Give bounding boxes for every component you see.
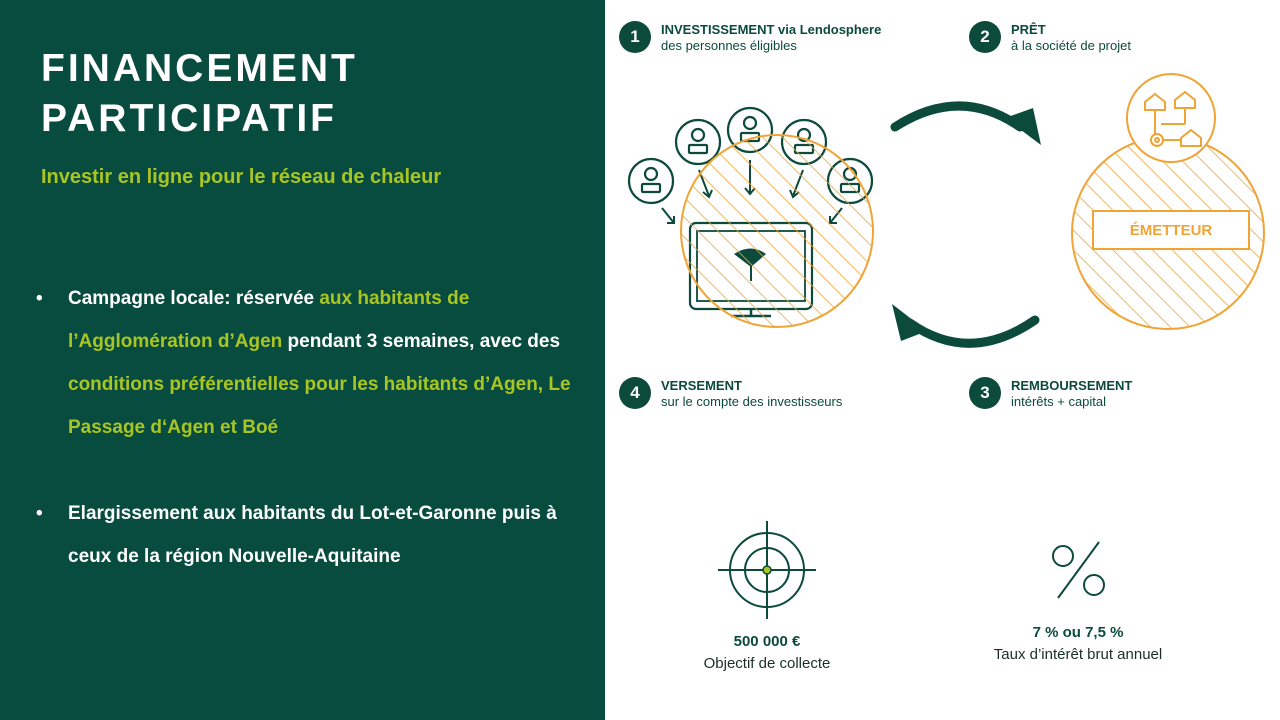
step-1 [619, 21, 881, 54]
step-title: VERSEMENT [661, 378, 742, 393]
bullet-list [36, 277, 588, 578]
bullet-item-extension: • Elargissement aux habitants du Lot-et-Garonne puis à ceux de la région Nouvelle-Aquitaine [36, 492, 588, 578]
step-desc: sur le compte des investisseurs [661, 394, 843, 409]
step-text [661, 22, 881, 54]
emitter-label: ÉMETTEUR [1129, 221, 1213, 239]
emitter-svg [605, 0, 1280, 720]
step-desc: à la société de projet [1011, 38, 1131, 53]
step-title: REMBOURSEMENT [1011, 378, 1133, 393]
bullet-item-local-campaign [36, 277, 588, 449]
metric-desc: Taux d’intérêt brut annuel [993, 646, 1163, 663]
page-subtitle: Investir en ligne pour le réseau de chaleur [41, 166, 442, 188]
step-number: 4 [619, 377, 651, 409]
step-text [1011, 378, 1132, 410]
step-text [661, 378, 842, 410]
step-number: 3 [969, 377, 1001, 409]
step-title: INVESTISSEMENT via Lendosphere [661, 22, 882, 37]
step-text [1011, 22, 1131, 54]
left-panel [0, 0, 605, 720]
metric-interest-rate [953, 622, 1203, 666]
step-desc: des personnes éligibles [661, 38, 797, 53]
title-line-1: FINANCEMENT [41, 47, 358, 90]
step-4 [619, 377, 842, 410]
metric-value: 7 % ou 7,5 % [1032, 624, 1124, 641]
percent-icon [1053, 542, 1104, 598]
step-number: 1 [619, 21, 651, 53]
step-title: PRÊT [1011, 22, 1046, 37]
metric-collection-goal [667, 631, 867, 675]
metric-value: 500 000 € [733, 633, 801, 650]
step-desc: intérêts + capital [1011, 394, 1107, 409]
bullet1-highlight-2: conditions préférentielles pour les habitants d’Agen, Le Passage d‘Agen et Boé [68, 374, 571, 438]
bullet1-text-1: Campagne locale: réservée [68, 288, 320, 309]
title-line-2: PARTICIPATIF [41, 97, 337, 140]
step-3 [969, 377, 1132, 410]
step-number: 2 [969, 21, 1001, 53]
bullet1-text-2: pendant 3 semaines, avec des [282, 331, 561, 352]
step-2 [969, 21, 1131, 54]
process-diagram [605, 0, 1280, 720]
page-title [41, 44, 358, 144]
bullet1-highlight-1: aux habitants de l’Agglomération d’Agen [68, 288, 470, 352]
metric-desc: Objectif de collecte [703, 655, 831, 672]
network-houses-icon [1127, 74, 1215, 162]
target-icon [718, 521, 816, 619]
